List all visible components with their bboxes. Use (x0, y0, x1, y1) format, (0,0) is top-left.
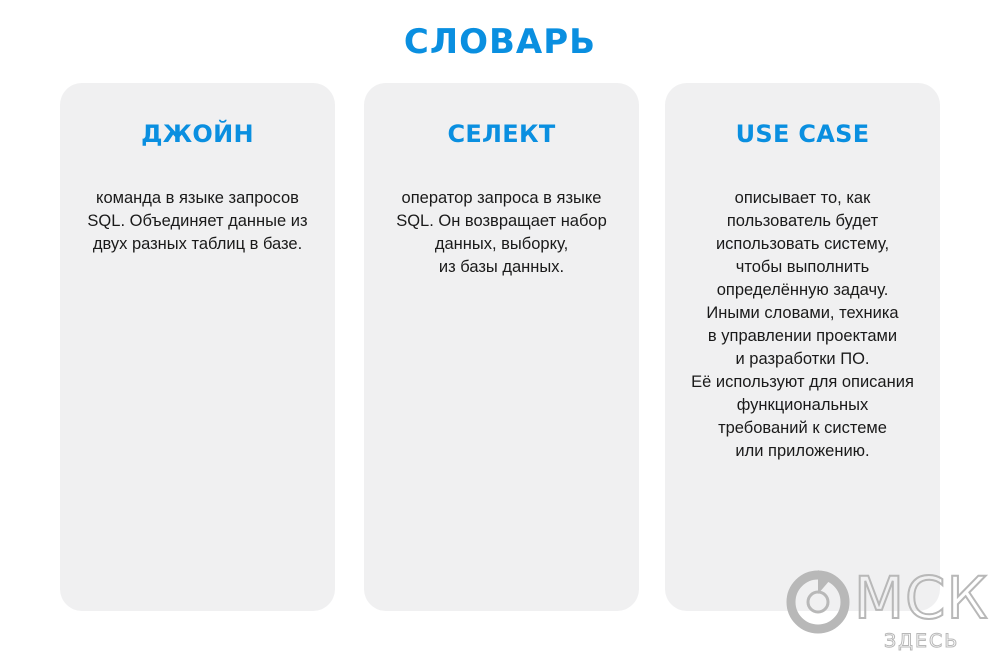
definition-line: описывает то, как (734, 189, 871, 207)
definition-line: Её используют для описания (691, 373, 914, 391)
definition-line: SQL. Объединяет данные из (87, 212, 308, 230)
logo-wordmark: МСК (854, 564, 989, 632)
glossary-card-join (60, 83, 335, 611)
page-title: СЛОВАРЬ (403, 22, 597, 62)
definition-line: команда в языке запросов (96, 189, 299, 207)
definition-line: в управлении проектами (707, 327, 898, 345)
definition-line: чтобы выполнить (735, 258, 870, 276)
definition-line: данных, выборку, (434, 235, 569, 253)
definition-line: использовать систему, (715, 235, 890, 253)
card-title: USE CASE (735, 120, 870, 148)
definition-line: оператор запроса в языке (401, 189, 602, 207)
omsk-o-logo-icon (782, 560, 854, 640)
definition-line: SQL. Он возвращает набор (396, 212, 607, 230)
definition-line: из базы данных. (438, 258, 565, 276)
card-title: СЕЛЕКТ (447, 120, 556, 148)
definition-line: требований к системе (718, 419, 887, 437)
card-definition (70, 187, 325, 256)
definition-line: функциональных (736, 396, 869, 414)
card-definition (675, 187, 930, 463)
card-definition (374, 187, 629, 279)
definition-line: пользователь будет (726, 212, 879, 230)
definition-line: Иными словами, техника (706, 304, 899, 322)
definition-line: двух разных таблиц в базе. (92, 235, 303, 253)
definition-line: и разработки ПО. (735, 350, 870, 368)
card-title: ДЖОЙН (141, 120, 254, 148)
glossary-card-select (364, 83, 639, 611)
omsk-here-logo (782, 560, 989, 660)
definition-line: определённую задачу. (716, 281, 889, 299)
logo-subtitle: ЗДЕСЬ (884, 630, 960, 652)
glossary-card-use-case (665, 83, 940, 611)
definition-line: или приложению. (735, 442, 870, 460)
